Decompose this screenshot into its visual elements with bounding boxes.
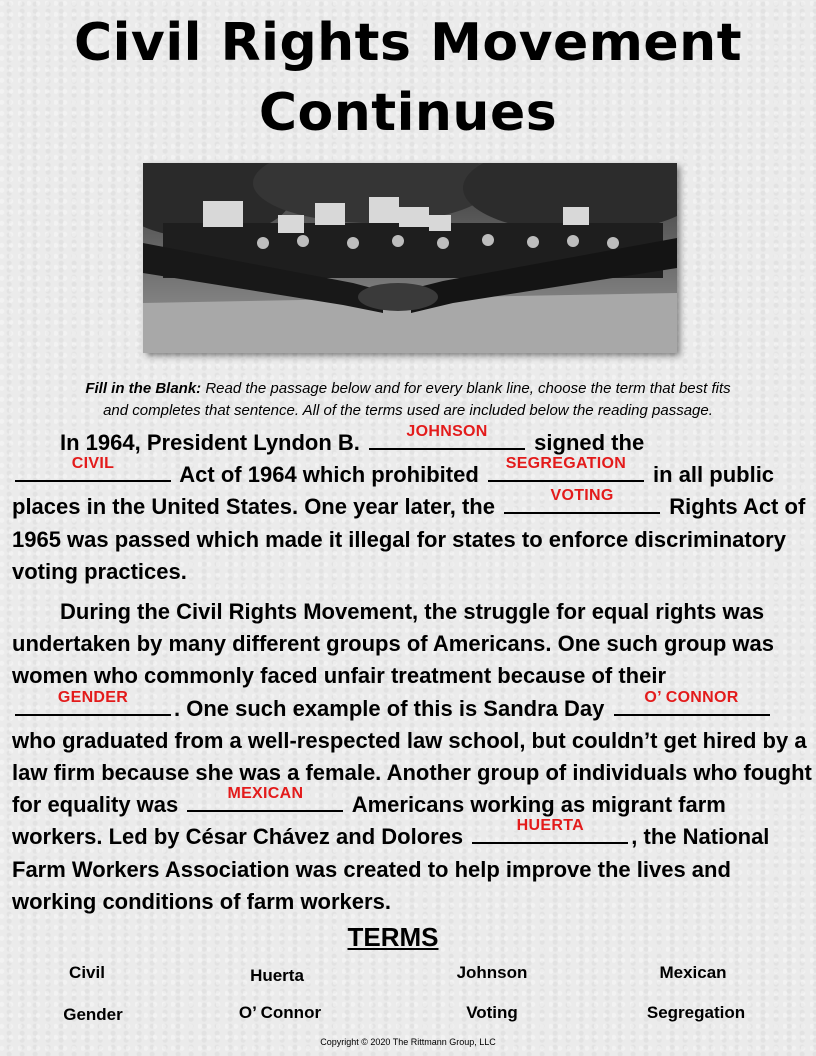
term-mexican: Mexican	[659, 963, 727, 982]
term-johnson: Johnson	[456, 963, 528, 982]
passage-text: who graduated from a well-respected law school, but couldn’t get hired by a law firm because she was a female. Another group of individuals who fought for equality was	[12, 727, 812, 818]
passage-text: During the Civil Rights Movement, the struggle for equal rights was undertaken by many different groups of Americans. One such group was women who commonly faced unfair treatment because of their	[12, 599, 774, 689]
answer-blank[interactable]	[488, 455, 644, 482]
instructions-text-line1: Read the passage below and for every blank line, choose the term that best fits	[205, 380, 731, 397]
terms-heading: TERMS	[347, 922, 439, 952]
term-huerta: Huerta	[250, 966, 304, 985]
term-voting: Voting	[466, 1003, 518, 1022]
answer-text: SEGREGATION	[505, 455, 627, 473]
answer-text: HUERTA	[516, 817, 584, 835]
civil-rights-march-photo	[143, 163, 677, 353]
passage-text: signed the	[534, 430, 645, 455]
term-gender: Gender	[63, 1005, 123, 1024]
passage-text: Americans working as migrant farm workers. Led by César Chávez and Dolores	[12, 792, 726, 850]
answer-blank[interactable]	[187, 785, 343, 812]
passage-text: . One such example of this is Sandra Day	[174, 695, 605, 721]
page-title-continued: Continues	[258, 83, 558, 143]
page-title: Civil Rights Movement	[73, 13, 743, 73]
term-oconnor: O’ Connor	[238, 1003, 322, 1022]
passage-text: Rights Act of 1965 was passed which made it illegal for states to enforce discriminatory voting practices.	[12, 494, 806, 584]
handshake-march-image	[143, 163, 677, 353]
answer-text: O’ CONNOR	[644, 688, 739, 706]
answer-text: GENDER	[57, 688, 129, 706]
term-civil: Civil	[69, 963, 105, 982]
answer-blank[interactable]	[369, 423, 525, 450]
instructions-label: Fill in the Blank:	[85, 380, 202, 397]
answer-blank[interactable]	[614, 688, 770, 716]
answer-text: JOHNSON	[406, 423, 488, 440]
passage-paragraph-1	[12, 423, 812, 588]
answer-text: VOTING	[550, 487, 614, 505]
passage-text: In 1964, President Lyndon B.	[60, 430, 360, 455]
passage-text: Act of 1964 which prohibited	[179, 462, 479, 488]
answer-blank[interactable]	[472, 817, 628, 844]
answer-blank[interactable]	[504, 487, 660, 514]
instructions-text-line2: and completes that sentence. All of the terms used are included below the reading passage.	[103, 402, 713, 419]
term-segregation: Segregation	[646, 1003, 746, 1022]
answer-text: CIVIL	[71, 455, 115, 473]
copyright-notice: Copyright © 2020 The Rittmann Group, LLC	[320, 1037, 496, 1047]
answer-blank[interactable]	[15, 455, 171, 482]
passage-paragraph-2	[12, 596, 812, 918]
answer-text: MEXICAN	[227, 785, 304, 803]
passage-text: in all public places in the United States. One year later, the	[12, 462, 775, 520]
answer-blank[interactable]	[15, 688, 171, 716]
passage-text: , the National Farm Workers Association was created to help improve the lives and working conditions of farm workers.	[12, 824, 770, 914]
